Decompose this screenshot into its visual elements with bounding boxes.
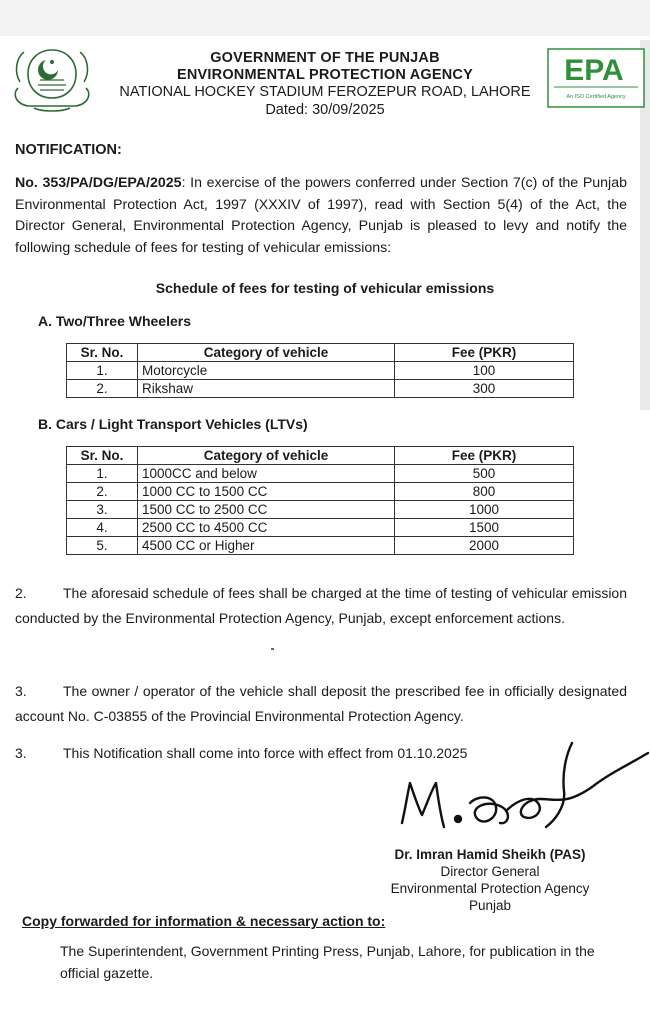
notification-heading: NOTIFICATION: [15, 142, 122, 158]
table-row [67, 537, 574, 555]
signatory-organization: Environmental Protection Agency [390, 881, 590, 896]
cell-category: Motorcycle [138, 362, 395, 380]
section-b-title: B. Cars / Light Transport Vehicles (LTVs) [38, 416, 308, 432]
notification-body: : In exercise of the powers conferred under Section 7(c) of the Punjab Environmental Protection Act, 1997 (XXXIV of 1997), read with Section 5(4) of the Act, the Director General, Environmental Protection Agency, Punjab is pleased to levy and notify the following schedule of fees for testing of vehicular emissions: [15, 175, 627, 256]
clause-4-number: 3. [15, 745, 27, 761]
signatory-name: Dr. Imran Hamid Sheikh (PAS) [394, 847, 586, 862]
cell-sr-no: 4. [67, 519, 138, 537]
cell-fee: 100 [395, 362, 574, 380]
cell-fee: 300 [395, 380, 574, 398]
clause-2-text: The aforesaid schedule of fees shall be charged at the time of testing of vehicular emission conducted by the Environmental Protection Agency, Punjab, except enforcement actions. [15, 585, 627, 626]
cell-fee: 1500 [395, 519, 574, 537]
signatory-province: Punjab [468, 898, 512, 913]
header-fee: Fee (PKR) [395, 447, 574, 465]
epa-logo-text: EPA [564, 54, 624, 87]
table-row [67, 519, 574, 537]
cell-sr-no: 5. [67, 537, 138, 555]
clause-4-text: This Notification shall come into force with effect from 01.10.2025 [63, 745, 468, 761]
epa-logo [546, 47, 646, 109]
cell-fee: 800 [395, 483, 574, 501]
header-agency: ENVIRONMENTAL PROTECTION AGENCY [177, 67, 473, 83]
cell-sr-no: 2. [67, 380, 138, 398]
epa-logo-caption: An ISO Certified Agency [566, 94, 626, 100]
cell-sr-no: 1. [67, 362, 138, 380]
fees-table-two-three-wheelers [66, 343, 574, 398]
cell-fee: 1000 [395, 501, 574, 519]
cell-fee: 500 [395, 465, 574, 483]
header-government: GOVERNMENT OF THE PUNJAB [210, 50, 440, 66]
cell-category: 1500 CC to 2500 CC [138, 501, 395, 519]
table-row [67, 501, 574, 519]
clause-3-text: The owner / operator of the vehicle shall deposit the prescribed fee in officially designated account No. C-03855 of the Provincial Environmental Protection Agency. [15, 683, 627, 724]
table-row [67, 380, 574, 398]
table-header-row [67, 344, 574, 362]
header-category: Category of vehicle [138, 344, 395, 362]
cell-category: Rikshaw [138, 380, 395, 398]
header-address: NATIONAL HOCKEY STADIUM FEROZEPUR ROAD, LAHORE [119, 84, 531, 100]
cell-fee: 2000 [395, 537, 574, 555]
signatory-designation: Director General [440, 864, 540, 879]
header-sr-no: Sr. No. [67, 447, 138, 465]
cell-category: 2500 CC to 4500 CC [138, 519, 395, 537]
top-screen-band [0, 0, 650, 36]
fees-table-cars-ltvs [66, 446, 574, 555]
cell-sr-no: 3. [67, 501, 138, 519]
clause-2-number: 2. [15, 585, 27, 601]
stray-mark [271, 648, 274, 650]
notification-paragraph [15, 173, 627, 259]
table-row [67, 362, 574, 380]
table-row [67, 483, 574, 501]
copy-forwarded-heading: Copy forwarded for information & necessary action to: [22, 913, 386, 929]
header-category: Category of vehicle [138, 447, 395, 465]
table-row [67, 465, 574, 483]
header-dated: Dated: 30/09/2025 [265, 102, 385, 118]
punjab-emblem-icon [8, 42, 96, 118]
schedule-title: Schedule of fees for testing of vehicular emissions [155, 280, 495, 296]
copy-forwarded-recipient: The Superintendent, Government Printing Press, Punjab, Lahore, for publication in the official gazette. [60, 943, 595, 981]
cell-sr-no: 2. [67, 483, 138, 501]
header-fee: Fee (PKR) [395, 344, 574, 362]
header-sr-no: Sr. No. [67, 344, 138, 362]
cell-category: 1000CC and below [138, 465, 395, 483]
cell-category: 4500 CC or Higher [138, 537, 395, 555]
signature-icon [396, 725, 650, 843]
cell-category: 1000 CC to 1500 CC [138, 483, 395, 501]
table-header-row [67, 447, 574, 465]
clause-3-number: 3. [15, 683, 27, 699]
section-a-title: A. Two/Three Wheelers [38, 313, 191, 329]
cell-sr-no: 1. [67, 465, 138, 483]
notification-number: No. 353/PA/DG/EPA/2025 [15, 175, 182, 191]
